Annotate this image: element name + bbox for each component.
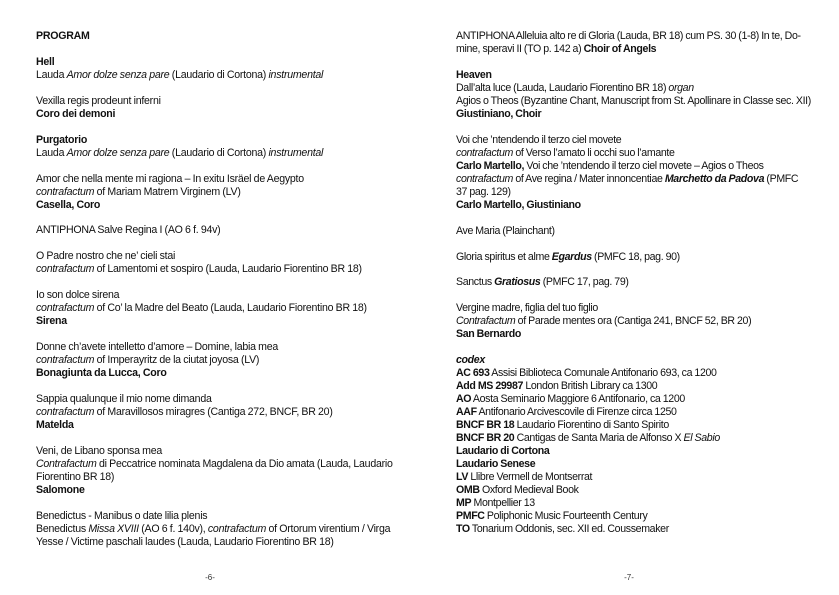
sappia-performer: Matelda [36, 419, 74, 432]
page-number-right: -7- [624, 573, 634, 582]
heaven-performer: Giustiniano, Choir [456, 107, 542, 120]
codex-entry: BNCF BR 18 Laudario Fiorentino di Santo Spirito [456, 419, 669, 432]
sirena-contrafactum: contrafactum of Co’ la Madre del Beato (Lauda, Laudario Fiorentino BR 18) [36, 302, 367, 315]
voi-contrafactum-ave: contrafactum of Ave regina / Mater innoncentiae Marchetto da Padova (PMFC [456, 172, 799, 185]
codex-entry: OMB Oxford Medieval Book [456, 484, 579, 497]
opadre-line: O Padre nostro che ne’ cieli stai [36, 250, 176, 263]
donne-performer: Bonagiunta da Lucca, Coro [36, 367, 167, 380]
sappia-contrafactum: contrafactum of Maravillosos miragres (Cantiga 272, BNCF, BR 20) [36, 406, 333, 419]
codex-list [456, 367, 839, 536]
vergine-contrafactum: Contrafactum of Parade mentes ora (Cantiga 241, BNCF 52, BR 20) [456, 315, 752, 328]
vergine-performer: San Bernardo [456, 328, 521, 341]
benedictus-missa: Benedictus Missa XVIII (AO 6 f. 140v), contrafactum of Ortorum virentium / Virga [36, 522, 391, 535]
antiphona-salve: ANTIPHONA Salve Regina I (AO 6 f. 94v) [36, 224, 221, 237]
codex-entry: PMFC Poliphonic Music Fourteenth Century [456, 510, 648, 523]
veni-line: Veni, de Libano sponsa mea [36, 444, 162, 457]
antiphona-alleluia: ANTIPHONA Alleluia alto re di Gloria (Lauda, BR 18) cum PS. 30 (1-8) In te, Do- [456, 30, 801, 42]
vergine-line: Vergine madre, figlia del tuo figlio [456, 302, 598, 315]
sirena-line: Io son dolce sirena [36, 289, 120, 302]
antiphona-alleluia-cont: mine, speravi II (TO p. 142 a) Choir of Angels [456, 43, 657, 55]
heaven-agios: Agios o Theos (Byzantine Chant, Manuscript from St. Apollinare in Classe sec. XII) [456, 94, 811, 107]
voi-contrafactum: contrafactum of Verso l’amato li occhi suo l’amante [456, 146, 675, 159]
benedictus-cont: Yesse / Victime paschali laudes (Lauda, Laudario Fiorentino BR 18) [36, 535, 334, 548]
opadre-contrafactum: contrafactum of Lamentomi et sospiro (Lauda, Laudario Fiorentino BR 18) [36, 263, 362, 276]
sirena-performer: Sirena [36, 315, 67, 328]
sappia-line: Sappia qualunque il mio nome dimanda [36, 393, 212, 406]
heaven-title: Heaven [456, 68, 492, 81]
codex-entry: Laudario di Cortona [456, 445, 550, 458]
codex-entry: TO Tonarium Oddonis, sec. XII ed. Coussemaker [456, 523, 669, 536]
codex-entry: AC 693 Assisi Biblioteca Comunale Antifonario 693, ca 1200 [456, 367, 717, 380]
sanctus-line: Sanctus Gratiosus (PMFC 17, pag. 79) [456, 276, 629, 289]
veni-contrafactum: Contrafactum di Peccatrice nominata Magdalena da Dio amata (Lauda, Laudario [36, 457, 393, 470]
purgatorio-title: Purgatorio [36, 133, 88, 146]
hell-lauda: Lauda Amor dolze senza pare (Laudario di Cortona) instrumental [36, 68, 324, 81]
codex-entry: AO Aosta Seminario Maggiore 6 Antifonario, ca 1200 [456, 393, 685, 406]
codex-entry: Laudario Senese [456, 458, 536, 471]
codex-entry: AAF Antifonario Arcivescovile di Firenze circa 1250 [456, 406, 677, 419]
hell-title: Hell [36, 55, 55, 68]
codex-entry: Add MS 29987 London British Library ca 1300 [456, 380, 658, 393]
ave-maria: Ave Maria (Plainchant) [456, 224, 555, 237]
program-heading: PROGRAM [36, 30, 90, 42]
page-number-left: -6- [205, 573, 215, 582]
amor-contrafactum: contrafactum of Mariam Matrem Virginem (LV) [36, 185, 241, 198]
voi-performer: Carlo Martello, Giustiniano [456, 198, 581, 211]
veni-performer: Salomone [36, 483, 85, 496]
right-page [420, 0, 839, 595]
purgatorio-lauda: Lauda Amor dolze senza pare (Laudario di Cortona) instrumental [36, 146, 324, 159]
voi-line: Voi che ’ntendendo il terzo ciel movete [456, 133, 622, 146]
codex-entry: BNCF BR 20 Cantigas de Santa Maria de Alfonso X El Sabio [456, 432, 720, 445]
amor-performer: Casella, Coro [36, 198, 101, 211]
benedictus-line: Benedictus - Manibus o date lilia plenis [36, 509, 208, 522]
voi-pmfc-cont: 37 pag. 129) [456, 185, 511, 198]
gloria-line: Gloria spiritus et alme Egardus (PMFC 18, pag. 90) [456, 250, 680, 263]
veni-contrafactum-cont: Fiorentino BR 18) [36, 470, 115, 483]
heaven-dallalta: Dall’alta luce (Lauda, Laudario Fiorentino BR 18) organ [456, 81, 694, 94]
codex-title: codex [456, 354, 485, 367]
codex-entry: MP Montpellier 13 [456, 497, 535, 510]
voi-carlo: Carlo Martello, Voi che ’ntendendo il terzo ciel movete – Agios o Theos [456, 159, 764, 172]
amor-line: Amor che nella mente mi ragiona – In exitu Isräel de Aegypto [36, 172, 304, 185]
donne-contrafactum: contrafactum of Imperayritz de la ciutat joyosa (LV) [36, 354, 260, 367]
codex-entry: LV Llibre Vermell de Montserrat [456, 471, 593, 484]
vexilla-performer: Coro dei demoni [36, 107, 116, 120]
donne-line: Donne ch’avete intelletto d’amore – Domine, labia mea [36, 341, 278, 354]
vexilla-line: Vexilla regis prodeunt inferni [36, 94, 161, 107]
